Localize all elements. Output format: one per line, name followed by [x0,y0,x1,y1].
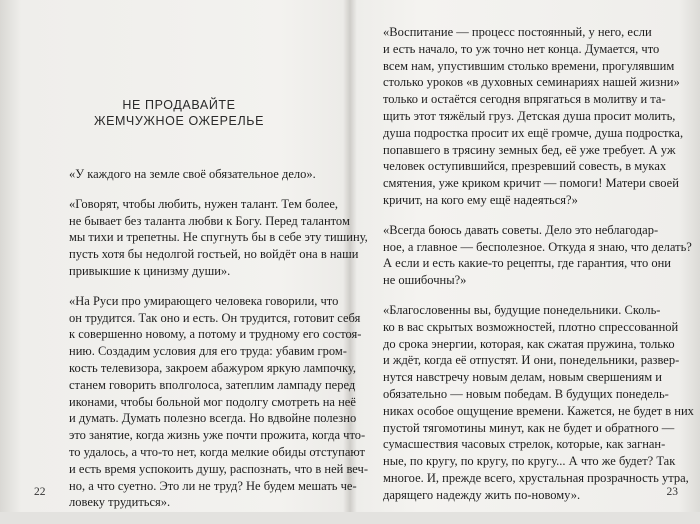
page-number-left: 22 [34,486,46,498]
text-line: «Говорят, чтобы любить, нужен талант. Тем более, [69,196,339,211]
text-line: пустой тягомотины минут, как не будет и обратного — [383,420,675,435]
right-page [351,0,700,512]
text-line: мы тихи и трепетны. Не спугнуть бы в себе эту тишину, [69,230,368,245]
text-line: нутся навстречу новым делам, новым свершениям и [383,370,662,385]
text-line: «У каждого на земле своё обязательное дело». [69,167,316,181]
paragraph [55,166,331,183]
text-line: многое. И, прежде всего, хрустальная прозрачность утра, [383,470,689,485]
text-line: пусть хотя бы недолгой гостьей, но войдёт она в наши [69,247,359,262]
text-line: и думать. Думать полезно всегда. Но вдвойне полезно [69,411,357,426]
text-line: «Всегда боюсь давать советы. Дело это неблагодар- [383,222,659,237]
text-line: и есть начало, то уж точно нет конца. Думается, что [383,41,660,56]
text-line: ко в вас скрытых возможностей, плотно спрессованной [383,319,679,334]
text-line: и есть время успокоить душу, распознать, что в ней веч- [69,461,368,476]
text-line: не бывает без таланта любви к Богу. Перед талантом [69,213,350,228]
text-line: обязательно — новым победам. В будущих понедель- [383,386,669,401]
text-line: кричит, на кого ему ещё надеяться?» [383,192,578,207]
chapter-title-line: ЖЕМЧУЖНОЕ ОЖЕРЕЛЬЕ [93,114,265,128]
text-line: это занятие, когда жизнь уже почти прожита, когда что- [69,428,366,443]
chapter-title-line: НЕ ПРОДАВАЙТЕ [122,98,236,112]
text-line: душа подростка просит их ещё громче, душа подростка, [383,125,684,140]
page-number-right: 23 [666,486,678,498]
text-line: попавшего в трясину земных бед, её уже требует. А уж [383,142,676,157]
text-line: ловеку трудиться». [69,495,171,510]
text-line: человек оступившийся, презревший совесть, в муках [383,159,667,174]
text-line: иконами, чтобы больной мог подолгу смотреть на неё [69,394,356,409]
chapter-title [55,97,303,129]
paragraph [55,196,368,280]
text-line: нию. Создадим условия для его труда: убавим гром- [69,344,347,359]
text-line: «Благословенны вы, будущие понедельники. Сколь- [383,302,661,317]
paragraph [369,24,684,209]
text-line: ные, по кругу, по кругу, по кругу... А что же будет? Так [383,454,676,469]
text-line: до срока энергии, которая, как сжатая пружина, только [383,336,675,351]
text-line: никах особое ощущение времени. Кажется, не будет в них [383,403,694,418]
text-line: сумасшествия часовых стрелок, которые, как загнан- [383,437,666,452]
text-line: к совершенно новому, а потому и трудному его состоя- [69,327,362,342]
text-line: привыкшие к цинизму души». [69,263,231,278]
text-line: А если и есть какие-то рецепты, где гарантия, что они [383,256,671,271]
text-line: то удалось, а что-то нет, когда мелкие обиды отступают [69,444,366,459]
text-line: станем говорить вполголоса, затеплим лампаду перед [69,377,356,392]
text-line: щить этот тяжёлый груз. Детская душа просит молить, [383,108,676,123]
text-line: дарящего надежду жить по-новому». [383,487,581,502]
paragraph [55,293,368,511]
text-line: столько уроков «в духовных семинариях нашей жизни» [383,75,680,90]
text-line: но, а что суетно. Это ли не труд? Не будем мешать че- [69,478,357,493]
text-line: кость телевизора, закроем абажуром яркую лампочку, [69,360,357,375]
text-line: «Воспитание — процесс постоянный, у него, если [383,25,652,39]
text-line: ное, а главное — бесполезное. Откуда я знаю, что делать? [383,239,692,254]
text-line: только и остаётся сегодня впрягаться в молитву и та- [383,92,666,107]
paragraph [369,222,692,289]
text-line: он трудится. Так оно и есть. Он трудится, готовит себя [69,310,361,325]
text-line: не ошибочны?» [383,273,467,288]
text-line: «На Руси про умирающего человека говорили, что [69,293,339,308]
text-line: смятения, уже криком кричит — помоги! Матери своей [383,176,679,191]
left-text-column [55,166,368,524]
text-line: и ждёт, когда её отпустят. И они, понедельники, развер- [383,353,680,368]
text-line: всем нам, упустившим столько времени, прогулявшим [383,58,675,73]
